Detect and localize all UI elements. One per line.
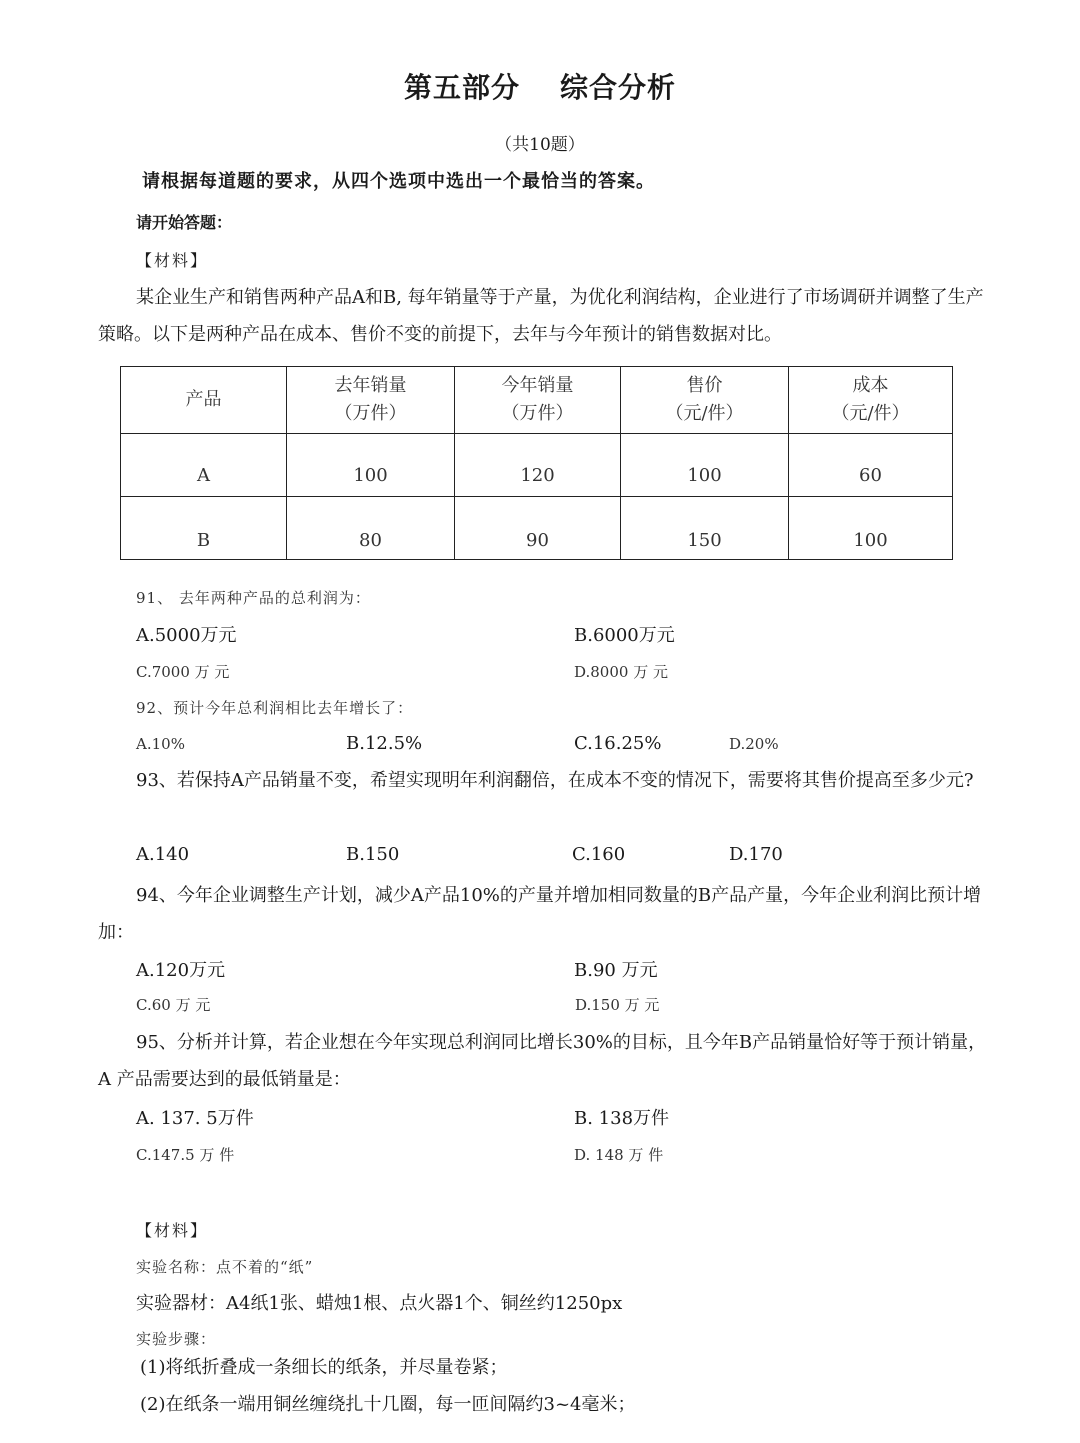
- q94-option-c[interactable]: C.60 万 元: [136, 996, 211, 1014]
- material-label-2: 【材料】: [136, 1221, 209, 1240]
- q93-option-c[interactable]: C.160: [572, 844, 626, 865]
- q93-option-d[interactable]: D.170: [729, 844, 783, 865]
- q91-option-c[interactable]: C.7000 万 元: [136, 663, 230, 681]
- title-name: 综合分析: [560, 71, 677, 104]
- table-cell: 150: [621, 497, 789, 560]
- table-cell: 100: [789, 497, 953, 560]
- table-cell: 100: [287, 434, 455, 497]
- q91-option-d[interactable]: D.8000 万 元: [574, 663, 668, 681]
- material-label: 【材料】: [136, 251, 209, 270]
- table-header-row: [121, 367, 953, 434]
- table-cell: B: [121, 497, 287, 560]
- q95-option-b[interactable]: B. 138万件: [574, 1108, 670, 1129]
- table-row: [121, 497, 953, 560]
- start-prompt: 请开始答题：: [136, 213, 233, 232]
- experiment-steps-label: 实验步骤：: [136, 1330, 217, 1348]
- q93-option-b[interactable]: B.150: [346, 844, 400, 865]
- q91-option-b[interactable]: B.6000万元: [574, 625, 675, 646]
- page-title: [0, 66, 1080, 106]
- q92-option-d[interactable]: D.20%: [729, 735, 779, 753]
- q92-option-b[interactable]: B.12.5%: [346, 733, 423, 754]
- q95-option-d[interactable]: D. 148 万 件: [574, 1146, 664, 1164]
- question-95: 95、分析并计算，若企业想在今年实现总利润同比增长30%的目标，且今年B产品销量恰好等于预计销量，A 产品需要达到的最低销量是：: [98, 1032, 987, 1090]
- header-last-year-sales: 去年销量 （万件）: [287, 367, 455, 434]
- q95-option-a[interactable]: A. 137. 5万件: [136, 1108, 254, 1129]
- experiment-equipment: 实验器材：A4纸1张、蜡烛1根、点火器1个、铜丝约1250px: [136, 1293, 623, 1314]
- table-cell: 120: [455, 434, 621, 497]
- table-cell: A: [121, 434, 287, 497]
- table-cell: 90: [455, 497, 621, 560]
- q92-option-a[interactable]: A.10%: [136, 735, 185, 753]
- table-cell: 100: [621, 434, 789, 497]
- data-table: [120, 366, 953, 560]
- table-cell: 60: [789, 434, 953, 497]
- header-price: 售价 （元/件）: [621, 367, 789, 434]
- q94-option-d[interactable]: D.150 万 元: [575, 996, 660, 1014]
- question-93: 93、若保持A产品销量不变，希望实现明年利润翻倍，在成本不变的情况下，需要将其售价提高至多少元?: [136, 770, 974, 791]
- header-product: 产品: [121, 367, 287, 434]
- material-text: 某企业生产和销售两种产品A和B, 每年销量等于产量，为优化利润结构，企业进行了市场调研并调整了生产策略。以下是两种产品在成本、售价不变的前提下，去年与今年预计的销售数据对比。: [98, 287, 984, 345]
- q94-option-b[interactable]: B.90 万元: [574, 960, 658, 981]
- q94-option-a[interactable]: A.120万元: [136, 960, 226, 981]
- table-cell: 80: [287, 497, 455, 560]
- q93-option-a[interactable]: A.140: [136, 844, 190, 865]
- question-91: 91、 去年两种产品的总利润为：: [136, 589, 371, 607]
- q91-option-a[interactable]: A.5000万元: [136, 625, 237, 646]
- instruction: 请根据每道题的要求，从四个选项中选出一个最恰当的答案。: [142, 171, 655, 192]
- table-row: [121, 434, 953, 497]
- question-count: （共10题）: [495, 135, 585, 155]
- experiment-name: 实验名称：点不着的“纸”: [136, 1258, 314, 1276]
- experiment-step-2: (2)在纸条一端用铜丝缠绕扎十几圈，每一匝间隔约3~4毫米；: [140, 1394, 636, 1415]
- question-92: 92、预计今年总利润相比去年增长了：: [136, 699, 414, 717]
- header-this-year-sales: 今年销量 （万件）: [455, 367, 621, 434]
- header-cost: 成本 （元/件）: [789, 367, 953, 434]
- experiment-step-1: (1)将纸折叠成一条细长的纸条，并尽量卷紧；: [140, 1357, 508, 1378]
- question-94: 94、今年企业调整生产计划，减少A产品10%的产量并增加相同数量的B产品产量，今年企业利润比预计增加：: [98, 885, 982, 943]
- q92-option-c[interactable]: C.16.25%: [574, 733, 662, 754]
- q95-option-c[interactable]: C.147.5 万 件: [136, 1146, 235, 1164]
- title-part: 第五部分: [403, 71, 520, 104]
